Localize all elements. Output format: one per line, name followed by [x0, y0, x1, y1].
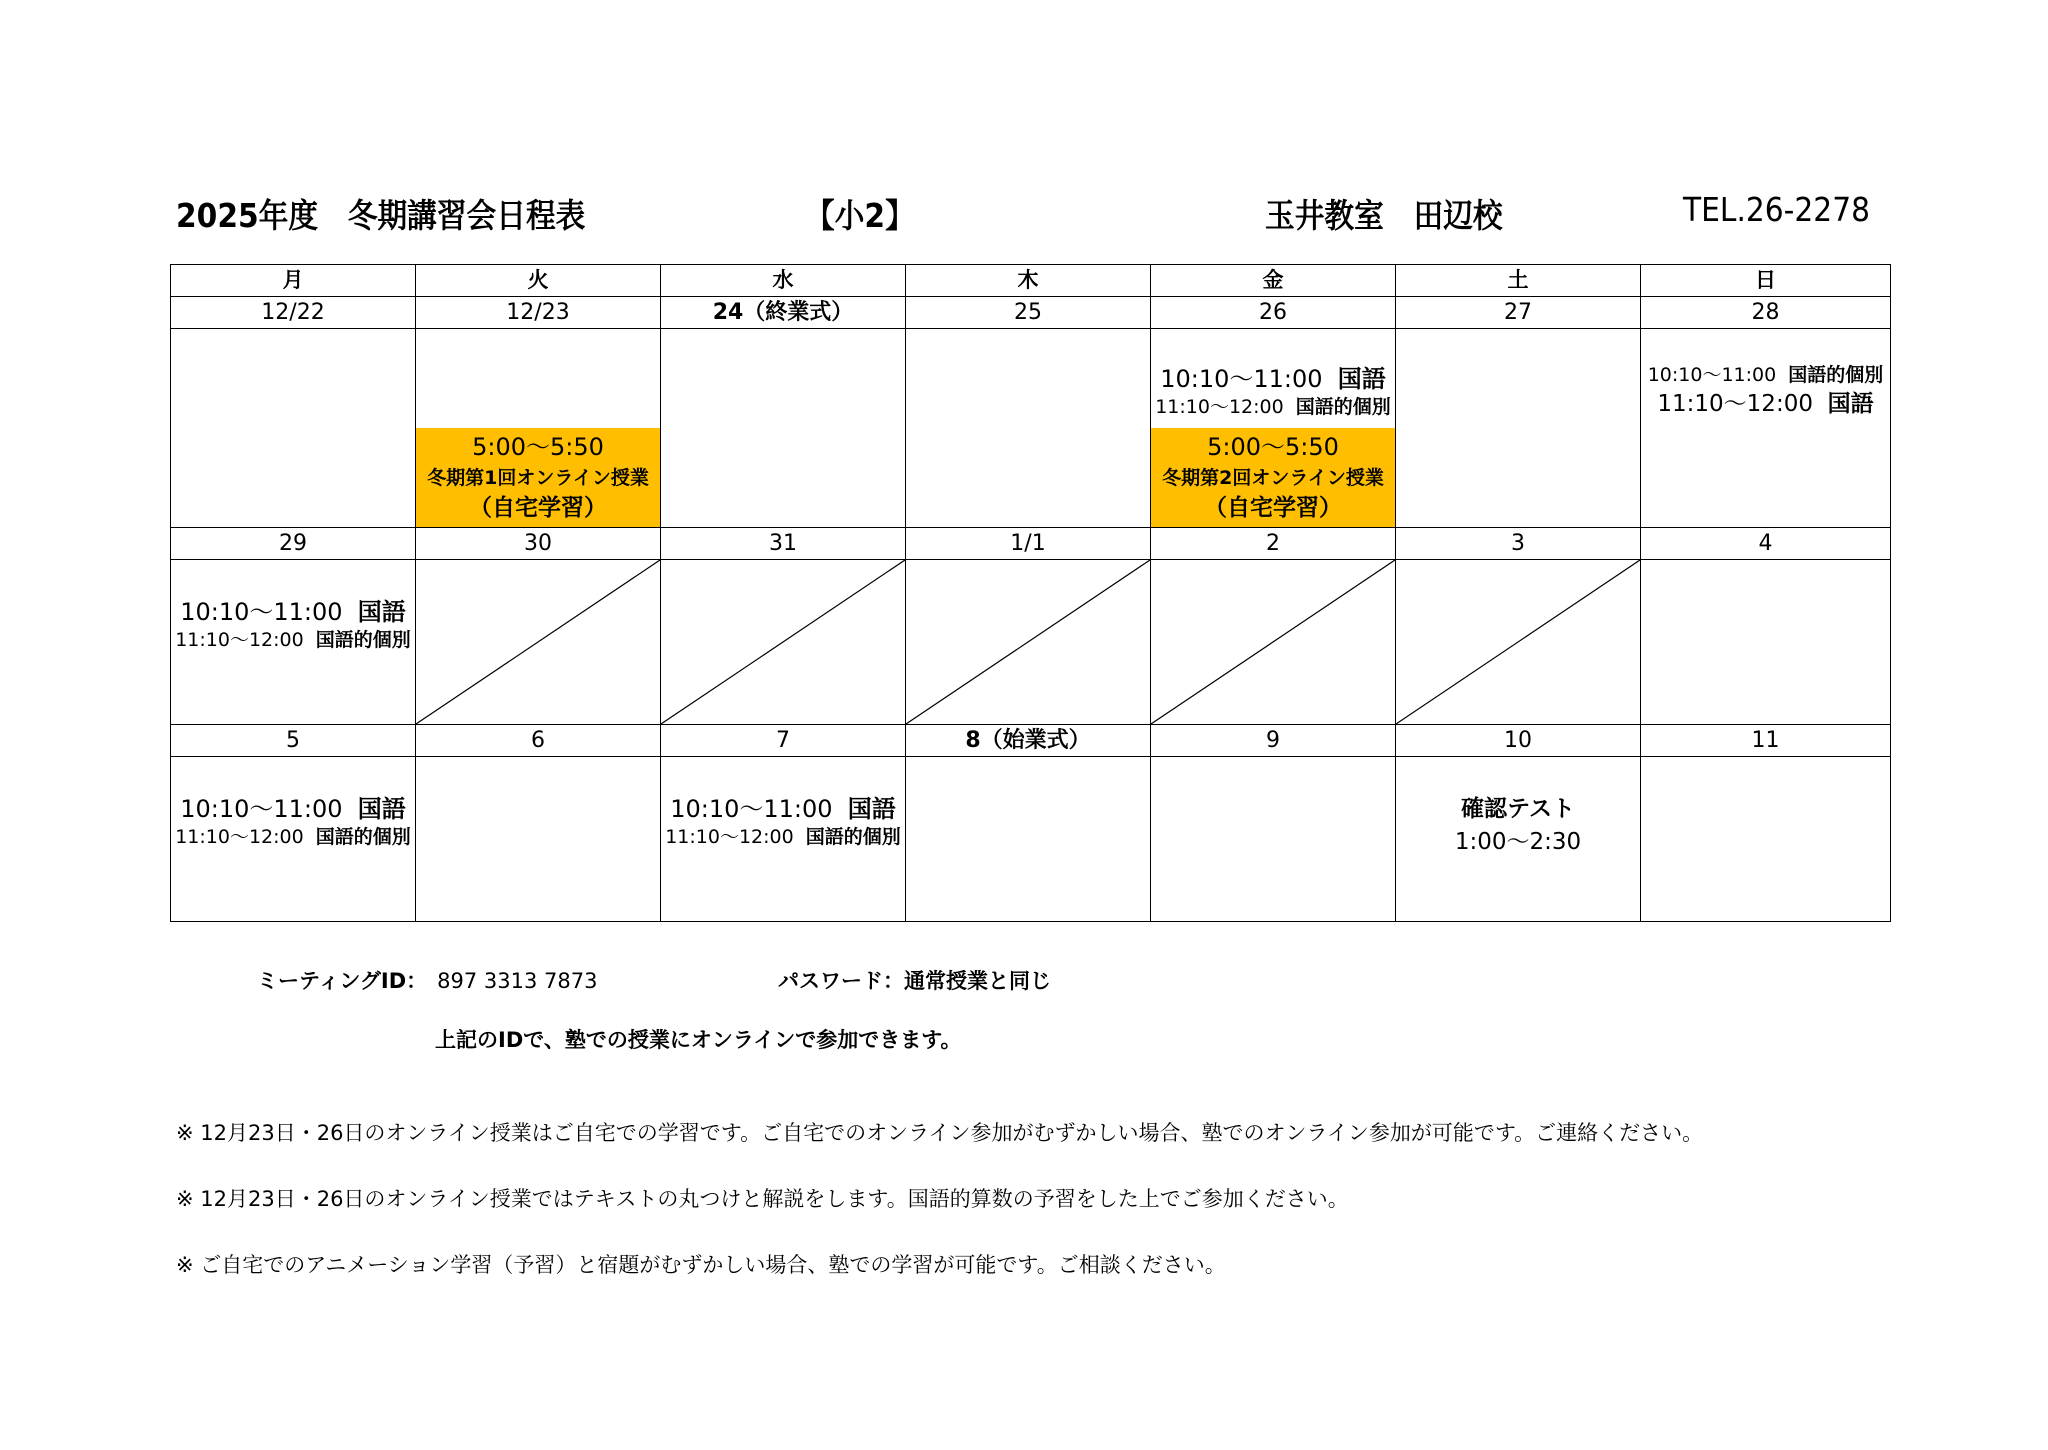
date-cell: 26 — [1151, 297, 1396, 329]
note-line: ※ 12月23日・26日のオンライン授業はご自宅での学習です。ご自宅でのオンライン参加がむずかしい場合、塾でのオンライン参加が可能です。ご連絡ください。 — [176, 1121, 1704, 1145]
day-cell-closed — [906, 560, 1151, 725]
header — [0, 190, 2048, 240]
day-cell-empty — [1396, 329, 1641, 528]
lesson-time: 10:10〜11:00 — [670, 795, 833, 823]
day-cell-empty — [906, 329, 1151, 528]
schedule-calendar — [170, 264, 1891, 922]
online-note: （自宅学習） — [1204, 494, 1342, 521]
password-value: 通常授業と同じ — [904, 969, 1051, 993]
date-cell: 24（終業式） — [661, 297, 906, 329]
day-cell-lesson — [171, 560, 416, 725]
weekday-wed: 水 — [661, 265, 906, 297]
day-cell-online1 — [416, 329, 661, 528]
week2-dates-row — [171, 528, 1891, 560]
day-cell-empty — [171, 329, 416, 528]
lesson-subject: 国語 — [847, 795, 896, 823]
note-line: ※ ご自宅でのアニメーション学習（予習）と宿題がむずかしい場合、塾での学習が可能です。ご相談ください。 — [176, 1253, 1226, 1277]
lesson-subject: 国語的個別 — [1788, 364, 1884, 386]
phone-number: TEL.26-2278 — [1683, 190, 1870, 229]
lesson-time: 10:10〜11:00 — [180, 598, 343, 626]
lesson-subject: 国語 — [1337, 365, 1386, 393]
lesson-time: 11:10〜12:00 — [1657, 390, 1813, 417]
date-cell: 31 — [661, 528, 906, 560]
date-cell: 10 — [1396, 725, 1641, 757]
date-cell: 5 — [171, 725, 416, 757]
lesson-subject: 国語 — [357, 598, 406, 626]
day-cell-lesson-online2 — [1151, 329, 1396, 528]
day-cell-empty — [416, 757, 661, 922]
lesson-time: 11:10〜12:00 — [175, 629, 304, 652]
day-cell-closed — [416, 560, 661, 725]
closed-day-slash — [906, 560, 1150, 724]
lesson-time: 10:10〜11:00 — [1647, 364, 1777, 386]
lesson-block — [171, 793, 415, 851]
day-cell-closed — [661, 560, 906, 725]
closed-day-slash — [416, 560, 660, 724]
grade-label: 【小2】 — [805, 196, 915, 235]
lesson-time: 10:10〜11:00 — [180, 795, 343, 823]
date-cell: 12/23 — [416, 297, 661, 329]
online-time: 5:00〜5:50 — [1207, 433, 1339, 462]
meeting-id-label: ミーティングID： — [257, 969, 428, 993]
week1-dates-row — [171, 297, 1891, 329]
day-cell-lesson — [661, 757, 906, 922]
date-cell: 25 — [906, 297, 1151, 329]
weekday-sat: 土 — [1396, 265, 1641, 297]
lesson-subject: 国語 — [1827, 390, 1874, 417]
date-cell: 11 — [1641, 725, 1891, 757]
weekday-mon: 月 — [171, 265, 416, 297]
closed-day-slash — [1151, 560, 1395, 724]
lesson-time: 11:10〜12:00 — [175, 826, 304, 849]
school-name: 玉井教室 田辺校 — [1265, 196, 1503, 235]
closed-day-slash — [661, 560, 905, 724]
date-cell: 12/22 — [171, 297, 416, 329]
date-cell: 9 — [1151, 725, 1396, 757]
note-line: ※ 12月23日・26日のオンライン授業ではテキストの丸つけと解説をします。国語的算数の予習をした上でご参加ください。 — [176, 1187, 1349, 1211]
date-cell: 3 — [1396, 528, 1641, 560]
notes-section — [176, 1117, 1703, 1315]
day-cell-test — [1396, 757, 1641, 922]
lesson-time: 11:10〜12:00 — [665, 826, 794, 849]
date-cell: 28 — [1641, 297, 1891, 329]
lesson-block — [171, 596, 415, 654]
join-instructions: 上記のIDで、塾での授業にオンラインで参加できます。 — [435, 1028, 962, 1052]
closed-day-slash — [1396, 560, 1640, 724]
online-lesson-block — [416, 428, 660, 527]
password-line — [778, 965, 1051, 995]
lesson-subject: 国語 — [357, 795, 406, 823]
lesson-block — [1151, 363, 1395, 421]
date-cell: 1/1 — [906, 528, 1151, 560]
online-title: 冬期第1回オンライン授業 — [427, 466, 649, 489]
lesson-time: 11:10〜12:00 — [1155, 396, 1284, 419]
lesson-subject: 国語的個別 — [1295, 396, 1391, 419]
lesson-block — [661, 793, 905, 851]
weekday-fri: 金 — [1151, 265, 1396, 297]
day-cell-empty — [1641, 560, 1891, 725]
lesson-subject: 国語的個別 — [315, 826, 411, 849]
week3-dates-row — [171, 725, 1891, 757]
lesson-block — [1641, 363, 1890, 420]
week3-body-row — [171, 757, 1891, 922]
lesson-time: 10:10〜11:00 — [1160, 365, 1323, 393]
day-cell-lesson — [1641, 329, 1891, 528]
day-cell-empty — [906, 757, 1151, 922]
date-cell: 8（始業式） — [906, 725, 1151, 757]
weekday-thu: 木 — [906, 265, 1151, 297]
date-cell: 7 — [661, 725, 906, 757]
day-cell-lesson — [171, 757, 416, 922]
test-title: 確認テスト — [1460, 796, 1576, 822]
lesson-subject: 国語的個別 — [315, 629, 411, 652]
test-block — [1396, 793, 1640, 860]
weekday-header-row — [171, 265, 1891, 297]
test-time: 1:00〜2:30 — [1454, 829, 1582, 856]
date-cell: 30 — [416, 528, 661, 560]
day-cell-closed — [1151, 560, 1396, 725]
online-time: 5:00〜5:50 — [472, 433, 604, 462]
lesson-subject: 国語的個別 — [805, 826, 901, 849]
password-label: パスワード： — [778, 969, 904, 993]
weekday-sun: 日 — [1641, 265, 1891, 297]
week1-body-row — [171, 329, 1891, 528]
date-cell: 27 — [1396, 297, 1641, 329]
meeting-id-line — [257, 965, 597, 995]
online-lesson-block — [1151, 428, 1395, 527]
day-cell-empty — [1151, 757, 1396, 922]
weekday-tue: 火 — [416, 265, 661, 297]
date-cell: 4 — [1641, 528, 1891, 560]
online-note: （自宅学習） — [469, 494, 607, 521]
day-cell-empty — [1641, 757, 1891, 922]
date-cell: 29 — [171, 528, 416, 560]
week2-body-row — [171, 560, 1891, 725]
day-cell-closed — [1396, 560, 1641, 725]
page-title: 2025年度 冬期講習会日程表 — [176, 196, 586, 235]
day-cell-empty — [661, 329, 906, 528]
date-cell: 6 — [416, 725, 661, 757]
date-cell: 2 — [1151, 528, 1396, 560]
online-title: 冬期第2回オンライン授業 — [1162, 466, 1384, 489]
meeting-id-value: 897 3313 7873 — [437, 969, 598, 993]
